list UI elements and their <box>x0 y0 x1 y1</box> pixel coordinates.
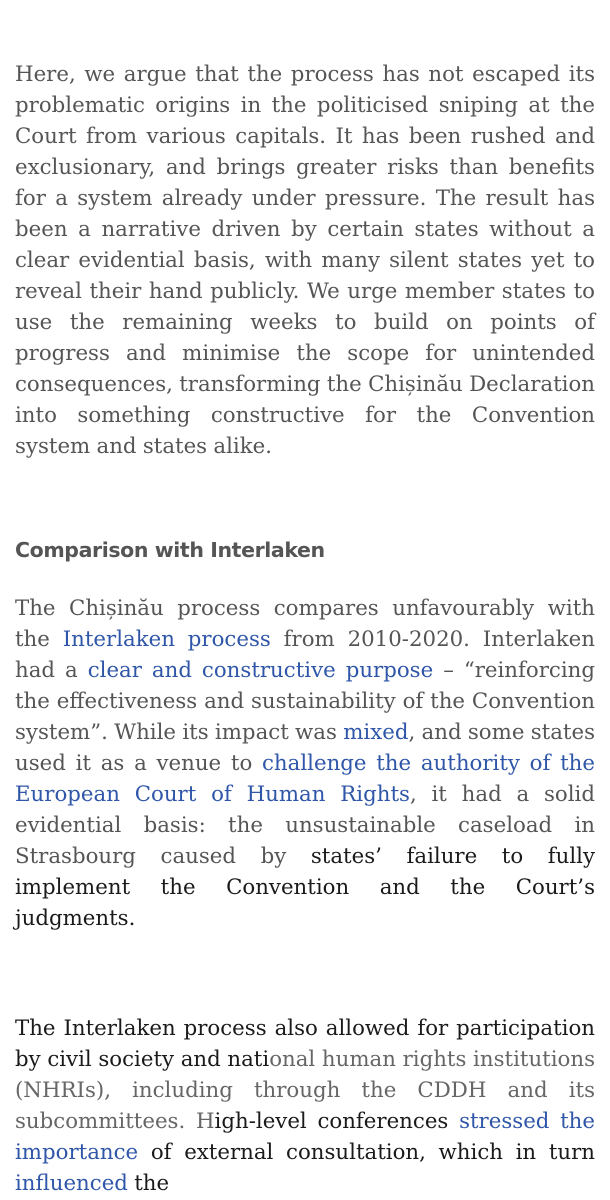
text-segment: of external consultation, which in turn <box>138 1140 595 1165</box>
text-segment: – “reinforcing the effectiveness and sustainability of the Convention system”. While its impact was <box>15 658 595 745</box>
link-clear-purpose[interactable]: clear and constructive purpose <box>87 658 434 683</box>
link-interlaken-process[interactable]: Interlaken process <box>62 627 271 652</box>
text-segment: igh-level conferences <box>214 1109 460 1134</box>
link-mixed[interactable]: mixed <box>343 720 409 745</box>
text-segment: the <box>127 1171 170 1196</box>
section-heading: Comparison with Interlaken <box>15 538 325 562</box>
paragraph-intro: Here, we argue that the process has not escaped its problematic origins in the politicised sniping at the Court from various capitals. It has been rushed and exclusionary, and brings greater risks than benefits for a system already under pressure. The result has been a narrative driven by certain states without a clear evidential basis, with many silent states yet to reveal their hand publicly. We urge member states to use the remaining weeks to build on points of progress and minimise the scope for unintended consequences, transforming the Chișinău Declaration into something constructive for the Convention system and states alike. <box>15 62 595 459</box>
paragraph-participation <box>15 1013 595 1199</box>
link-influenced[interactable]: influenced <box>15 1171 128 1196</box>
text-segment: The Chișinău process compares unfavourably with the <box>15 596 595 652</box>
paragraph-comparison <box>15 593 595 934</box>
text-segment: onal human rights institutions (NHRIs), including through the CDDH and its subcommittees. H <box>15 1047 595 1134</box>
text-segment: , and some states used it as a venue to <box>15 720 595 776</box>
link-stressed-importance[interactable]: stressed the importance <box>15 1109 596 1165</box>
text-segment: from 2010-2020. Interlaken had a <box>15 627 595 683</box>
text-segment: states’ failure to fully implement the Convention and the Court’s judgments. <box>15 844 595 931</box>
text-segment: The Interlaken process also allowed for participation by civil society and nati <box>15 1016 595 1072</box>
text-segment: , it had a solid evidential basis: the unsustainable caseload in Strasbourg caused by <box>15 782 595 869</box>
link-challenge-authority[interactable]: challenge the authority of the European Court of Human Rights <box>15 751 595 807</box>
